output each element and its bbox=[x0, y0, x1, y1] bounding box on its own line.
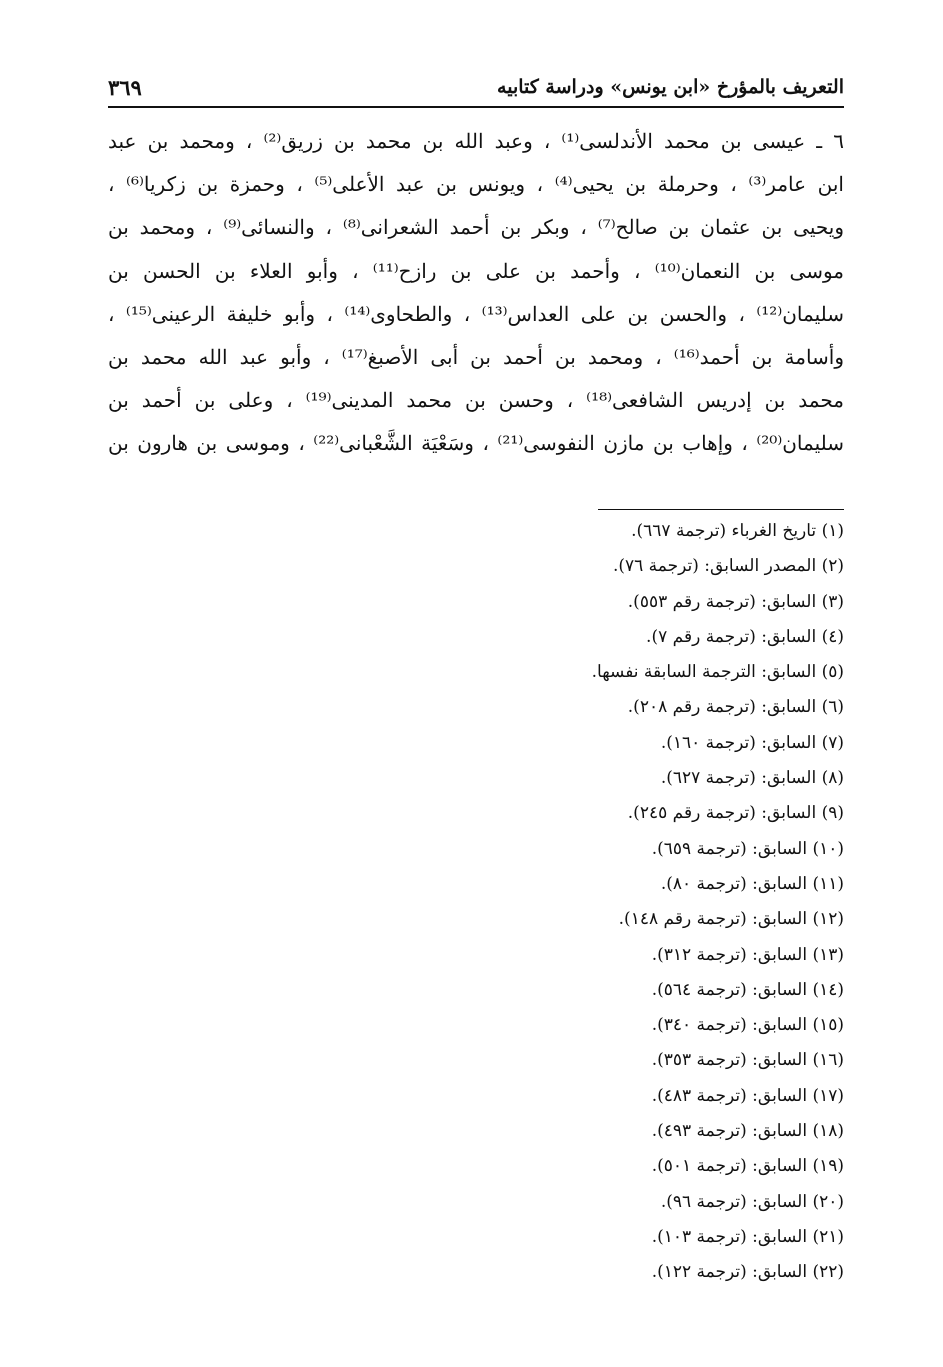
footnote: (١٩) السابق: (ترجمة ٥٠١). bbox=[651, 1156, 844, 1177]
text-line: سليمان⁽¹²⁾ ، والحسن بن على العداس⁽¹³⁾ ، والطحاوى⁽¹⁴⁾ ، وأبو خليفة الرعينى⁽¹⁵⁾ ، bbox=[108, 301, 844, 326]
footnote: (١٧) السابق: (ترجمة ٤٨٣). bbox=[651, 1085, 844, 1106]
footnote: (٢١) السابق: (ترجمة ١٠٣). bbox=[651, 1226, 844, 1247]
footnote: (٨) السابق: (ترجمة ٦٢٧). bbox=[660, 768, 844, 789]
running-title: التعريف بالمؤرخ «ابن يونس» ودراسة كتابيه bbox=[497, 76, 844, 98]
footnote: (٩) السابق: (ترجمة رقم ٢٤٥). bbox=[627, 803, 844, 824]
footnote: (١) تاريخ الغرباء (ترجمة ٦٦٧). bbox=[631, 521, 844, 541]
running-header bbox=[108, 68, 844, 108]
footnote: (٢٢) السابق: (ترجمة ١٢٢). bbox=[651, 1262, 844, 1283]
footnote: (٤) السابق: (ترجمة رقم ٧). bbox=[646, 626, 844, 647]
main-text bbox=[108, 120, 844, 466]
page-number: ٣٦٩ bbox=[108, 74, 142, 100]
text-line: ويحيى بن عثمان بن صالح⁽⁷⁾ ، وبكر بن أحمد الشعرانى⁽⁸⁾ ، والنسائى⁽⁹⁾ ، ومحمد بن bbox=[108, 215, 844, 240]
footnote: (١٤) السابق: (ترجمة ٥٦٤). bbox=[651, 979, 844, 1000]
text-line: سليمان⁽²⁰⁾ ، وإهاب بن مازن النفوسى⁽²¹⁾ ، وسَعْيَة الشَّعْبانى⁽²²⁾ ، وموسى بن هارون بن bbox=[108, 431, 844, 456]
footnote: (٦) السابق: (ترجمة رقم ٢٠٨). bbox=[627, 697, 844, 718]
footnote: (٢٠) السابق: (ترجمة ٩٦). bbox=[660, 1191, 844, 1212]
footnote: (١١) السابق: (ترجمة ٨٠). bbox=[660, 873, 844, 894]
footnote: (٥) السابق: الترجمة السابقة نفسها. bbox=[591, 662, 844, 683]
text-line: محمد بن إدريس الشافعى⁽¹⁸⁾ ، وحسن بن محمد المدينى⁽¹⁹⁾ ، وعلى بن أحمد بن bbox=[108, 388, 844, 413]
footnote: (١٣) السابق: (ترجمة ٣١٢). bbox=[651, 944, 844, 965]
footnote: (١٠) السابق: (ترجمة ٦٥٩). bbox=[651, 838, 844, 859]
footnote: (١٢) السابق: (ترجمة رقم ١٤٨). bbox=[618, 909, 844, 930]
footnotes-list bbox=[108, 514, 844, 1291]
footnote: (٣) السابق: (ترجمة رقم ٥٥٣). bbox=[627, 591, 844, 612]
footnote: (٢) المصدر السابق: (ترجمة ٧٦). bbox=[612, 556, 844, 577]
footnote: (١٥) السابق: (ترجمة ٣٤٠). bbox=[651, 1015, 844, 1036]
footnote: (١٨) السابق: (ترجمة ٤٩٣). bbox=[651, 1121, 844, 1142]
text-line: ٦ ـ عيسى بن محمد الأندلسى⁽¹⁾ ، وعبد الله بن محمد بن زريق⁽²⁾ ، ومحمد بن عبد bbox=[108, 129, 844, 153]
text-line: موسى بن النعمان⁽¹⁰⁾ ، وأحمد بن على بن رازح⁽¹¹⁾ ، وأبو العلاء بن الحسن بن bbox=[108, 258, 844, 283]
footnote-separator bbox=[598, 509, 844, 510]
footnote: (٧) السابق: (ترجمة ١٦٠). bbox=[660, 732, 844, 753]
footnote: (١٦) السابق: (ترجمة ٣٥٣). bbox=[651, 1050, 844, 1071]
text-line: ابن عامر⁽³⁾ ، وحرملة بن يحيى⁽⁴⁾ ، ويونس بن عبد الأعلى⁽⁵⁾ ، وحمزة بن زكريا⁽⁶⁾ ، bbox=[108, 172, 844, 197]
text-line: وأسامة بن أحمد⁽¹⁶⁾ ، ومحمد بن أحمد بن أبى الأصبغ⁽¹⁷⁾ ، وأبو عبد الله محمد بن bbox=[108, 344, 844, 369]
